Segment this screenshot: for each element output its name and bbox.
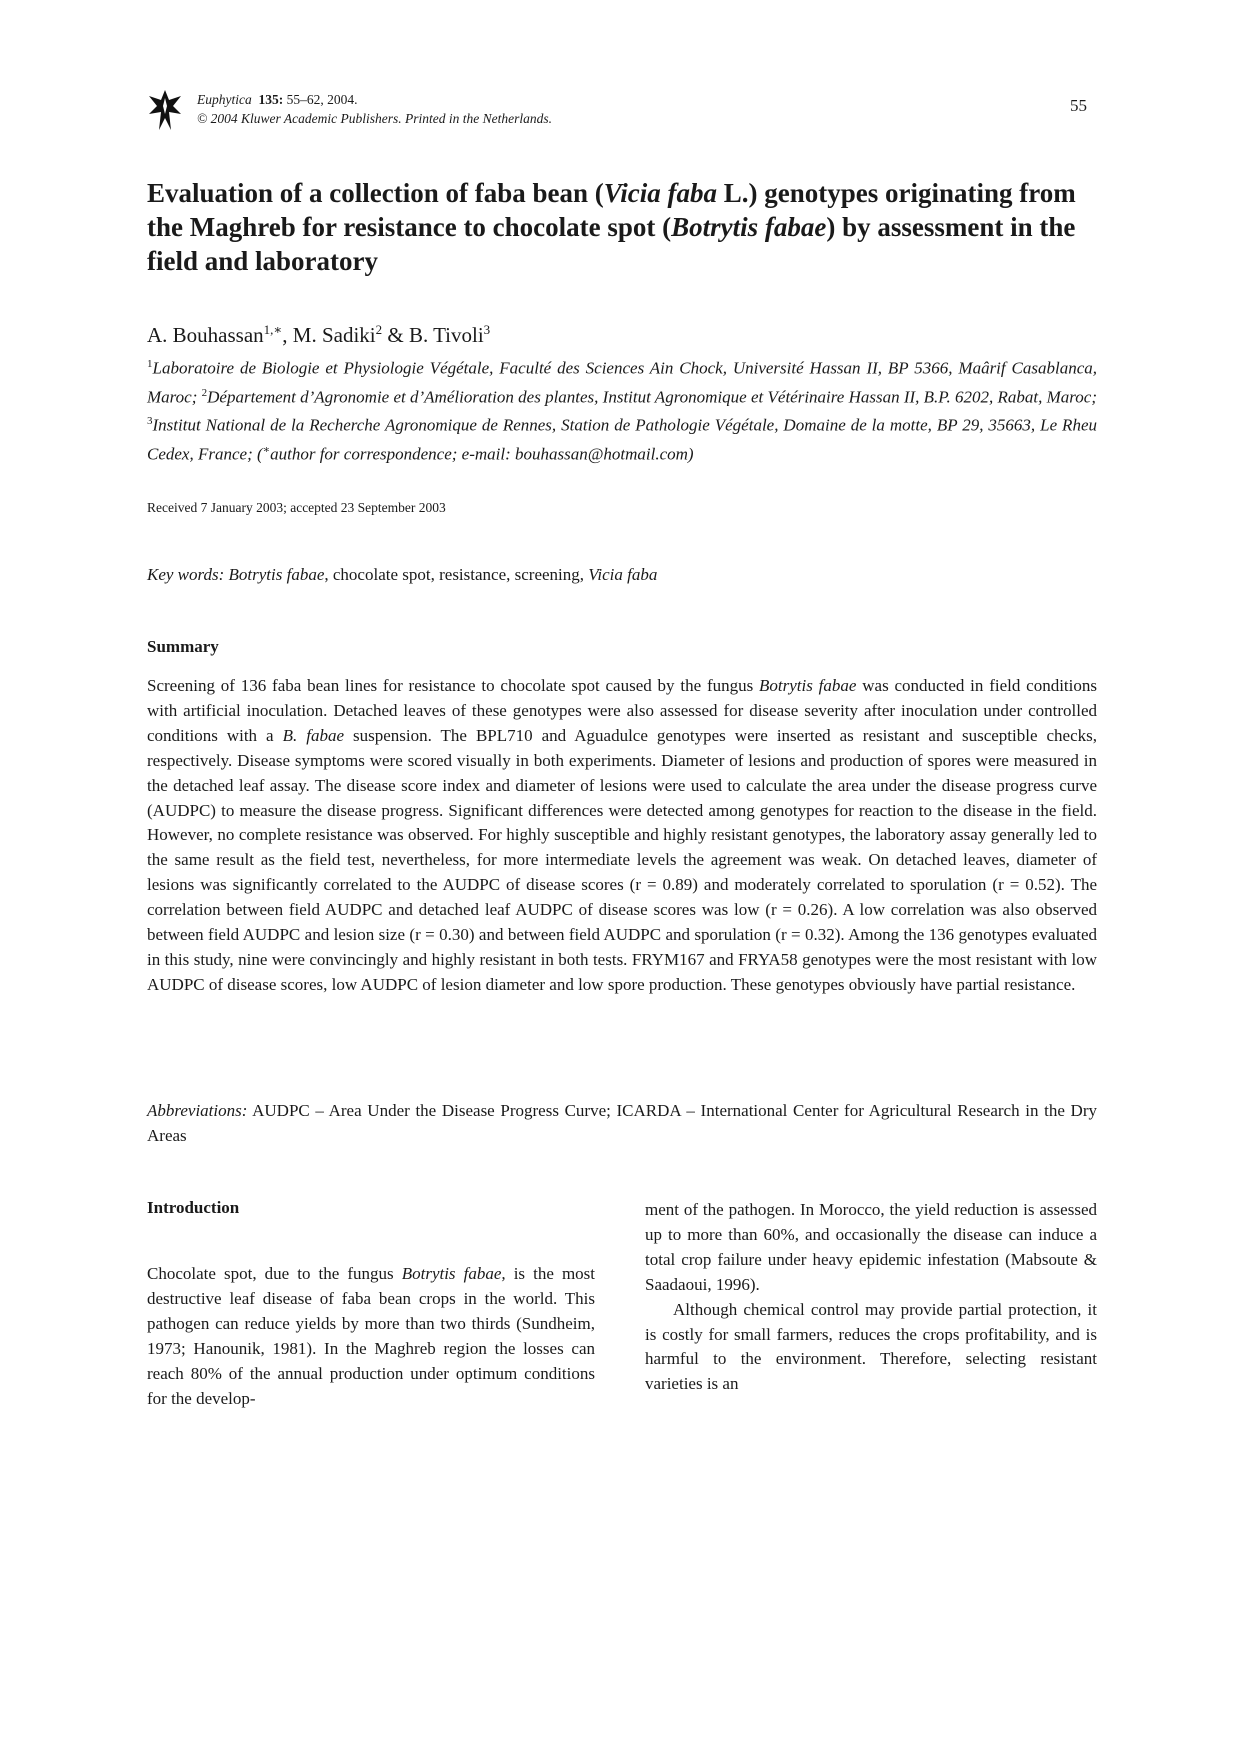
journal-copyright: © 2004 Kluwer Academic Publishers. Printed in the Netherlands.: [197, 111, 552, 126]
intro-paragraph: ment of the pathogen. In Morocco, the yield reduction is assessed up to more than 60%, and occasionally the disease can induce a total crop failure under heavy epidemic infestation (Mabsoute & Saadaoui, 1996).: [645, 1200, 1097, 1294]
journal-citation: Euphytica 135: 55–62, 2004.: [197, 92, 358, 107]
intro-paragraph: Chocolate spot, due to the fungus Botrytis fabae, is the most destructive leaf disease of faba bean crops in the world. This pathogen can reduce yields by more than two thirds (Sundheim, 1973; Hanounik, 1981). In the Maghreb region the losses can reach 80% of the annual production under optimum conditions for the develop-: [147, 1264, 596, 1408]
paper-title: Evaluation of a collection of faba bean (Vicia faba L.) genotypes originating from the Maghreb for resistance to chocolate spot (Botrytis fabae) by assessment in the field and laboratory: [147, 178, 1076, 276]
summary-text: Screening of 136 faba bean lines for resistance to chocolate spot caused by the fungus Botrytis fabae was conducted in field conditions with artificial inoculation. Detached leaves of these genotypes were also assessed for disease severity after inoculation under controlled conditions with a B. fabae suspension. The BPL710 and Aguadulce genotypes were inserted as resistant and susceptible checks, respectively. Disease symptoms were scored visually in both experiments. Diameter of lesions and production of spores were measured in the detached leaf assay. The disease score index and diameter of lesions were used to calculate the area under the disease progress curve (AUDPC) to measure the disease progress. Significant differences were detected among genotypes for reaction to the disease in the field. However, no complete resistance was observed. For highly susceptible and highly resistant genotypes, the laboratory assay generally led to the same result as the field test, nevertheless, for more intermediate levels the agreement was weak. On detached leaves, diameter of lesions was significantly correlated to the AUDPC of disease scores (r = 0.89) and moderately correlated to sporulation (r = 0.52). The correlation between field AUDPC and detached leaf AUDPC of disease scores was low (r = 0.26). A low correlation was also observed between field AUDPC and lesion size (r = 0.30) and between field AUDPC and sporulation (r = 0.32). Among the 136 genotypes evaluated in this study, nine were convincingly and highly resistant in both tests. FRYM167 and FRYA58 genotypes were the most resistant with low AUDPC of disease scores, low AUDPC of lesion diameter and low spore production. These genotypes obviously have partial resistance.: [147, 676, 1097, 994]
affiliations: $^1$Laboratoire de Biologie et Physiologie Végétale, Faculté des Sciences Ain Chock, Université Hassan II, BP 5366, Maârif Casablanca, Maroc; $^2$Département d’Agronomie et d’Amélioration des plantes, Institut Agronomique et Vétérinaire Hassan II, B.P. 6202, Rabat, Maroc; $^3$Institut National de la Recherche Agronomique de Rennes, Station de Pathologie Végétale, Domaine de la motte, BP 29, 35663, Le Rheu Cedex, France; (∗author for correspondence; e-mail: bouhassan@hotmail.com): [147, 358, 1097, 464]
summary-heading: Summary: [147, 637, 219, 656]
received-dates: Received 7 January 2003; accepted 23 September 2003: [147, 500, 446, 515]
introduction-heading: Introduction: [147, 1198, 240, 1217]
intro-paragraph: Although chemical control may provide partial protection, it is costly for small farmers, reduces the crops profitability, and is harmful to the environment. Therefore, selecting resistant varieties is an: [645, 1299, 1097, 1394]
journal-header: [197, 90, 552, 128]
author-list: A. Bouhassan$^{1,∗}$, M. Sadiki$^2$ & B. Tivoli$^3$: [147, 322, 491, 347]
page-number: 55: [1070, 96, 1087, 115]
publisher-logo-icon: [147, 88, 183, 132]
introduction-right-column: [645, 1198, 1097, 1397]
keywords: Key words: Botrytis fabae, chocolate spot, resistance, screening, Vicia faba: [147, 565, 658, 584]
introduction-left-column: [147, 1262, 595, 1411]
abbreviations: Abbreviations: AUDPC – Area Under the Disease Progress Curve; ICARDA – International Center for Agricultural Research in the Dry Areas: [147, 1101, 1097, 1145]
